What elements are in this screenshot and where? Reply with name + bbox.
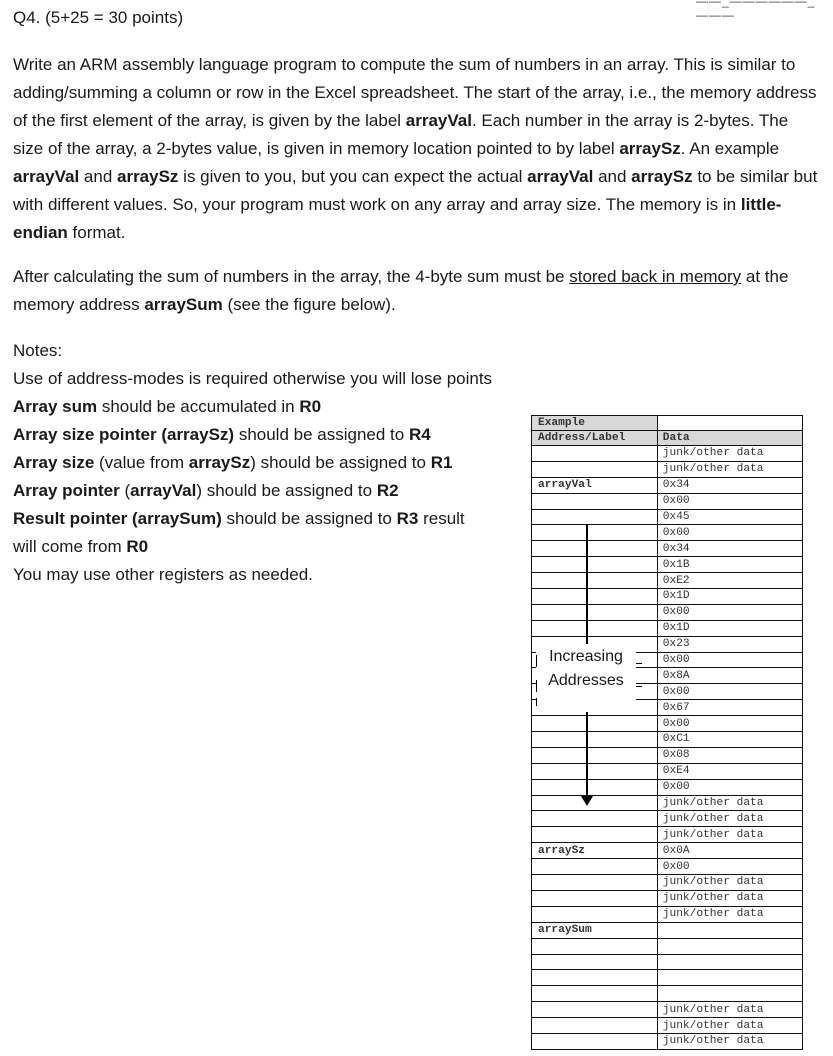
memory-row [532,525,803,541]
header-example: Example [532,416,658,431]
header-data: Data [657,431,802,446]
intro-paragraph [13,51,818,247]
memory-address-cell [532,938,658,954]
memory-row [532,779,803,795]
memory-row [532,509,803,525]
memory-data-cell: 0xE4 [657,763,802,779]
memory-row [532,938,803,954]
memory-address-cell [532,604,658,620]
memory-row [532,732,803,748]
memory-row [532,954,803,970]
result-text: (see the figure below). [222,295,396,314]
arrow-line-top [586,524,588,644]
header-mark: ——_——————_——— [696,0,816,22]
increasing-label: Increasing [549,648,623,665]
memory-data-cell [657,922,802,938]
note-array-pointer: Array pointer (arrayVal) should be assigned to R2 [13,481,399,500]
memory-row [532,1018,803,1034]
memory-data-cell: 0x34 [657,477,802,493]
memory-data-cell: 0x00 [657,779,802,795]
memory-data-cell: 0x00 [657,525,802,541]
notes-heading: Notes: [13,341,63,360]
memory-row [532,922,803,938]
memory-address-cell [532,461,658,477]
memory-address-cell [532,795,658,811]
memory-data-cell: junk/other data [657,1018,802,1034]
down-arrow-icon [581,796,593,806]
memory-data-cell: 0x8A [657,668,802,684]
memory-data-cell: 0x00 [657,493,802,509]
memory-address-cell [532,747,658,763]
bracket-left-mid [536,680,537,692]
memory-address-cell: arraySum [532,922,658,938]
memory-data-cell [657,954,802,970]
label-arraysz: arraySz [619,139,681,158]
memory-data-cell: 0x45 [657,509,802,525]
memory-data-cell [657,970,802,986]
label-arrayval: arrayVal [527,167,594,186]
memory-address-cell [532,970,658,986]
memory-address-cell [532,493,658,509]
note-result-pointer: Result pointer (arraySum) should be assigned to R3 result [13,509,465,528]
memory-address-cell [532,732,658,748]
memory-address-cell [532,1033,658,1049]
memory-data-cell: 0xC1 [657,732,802,748]
memory-row [532,716,803,732]
memory-address-cell [532,446,658,462]
memory-row [532,541,803,557]
memory-row [532,811,803,827]
memory-row [532,970,803,986]
memory-address-cell [532,589,658,605]
memory-address-cell [532,1018,658,1034]
intro-text: . An example [680,139,780,158]
memory-address-cell [532,827,658,843]
memory-data-cell [657,986,802,1002]
memory-row [532,1033,803,1049]
increasing-addresses-label [536,645,636,701]
memory-data-cell: 0x1B [657,557,802,573]
memory-row [532,890,803,906]
memory-address-cell [532,954,658,970]
memory-row [532,604,803,620]
label-arrayval: arrayVal [13,167,80,186]
memory-address-cell [532,811,658,827]
header-address-label: Address/Label [532,431,658,446]
memory-data-cell: junk/other data [657,1033,802,1049]
memory-address-cell [532,1002,658,1018]
note-array-size-pointer: Array size pointer (arraySz) should be assigned to R4 [13,425,431,444]
memory-address-cell [532,525,658,541]
label-arraysum: arraySum [144,295,223,314]
addresses-label: Addresses [548,672,624,689]
bracket-left-bottom [536,698,537,706]
memory-address-cell [532,620,658,636]
memory-data-cell: junk/other data [657,906,802,922]
memory-data-cell: 0xE2 [657,573,802,589]
memory-data-cell: junk/other data [657,811,802,827]
memory-data-cell: junk/other data [657,827,802,843]
memory-address-cell [532,541,658,557]
label-little-endian: little-endian [13,195,782,242]
memory-data-cell: junk/other data [657,875,802,891]
memory-data-cell: 0x67 [657,700,802,716]
memory-address-cell [532,763,658,779]
memory-address-cell [532,573,658,589]
memory-row [532,763,803,779]
memory-row [532,795,803,811]
memory-row [532,859,803,875]
memory-address-cell [532,906,658,922]
memory-data-cell: 0x34 [657,541,802,557]
memory-row [532,477,803,493]
memory-row [532,461,803,477]
memory-data-cell: junk/other data [657,446,802,462]
memory-address-cell [532,890,658,906]
memory-data-cell: 0x00 [657,716,802,732]
memory-row [532,493,803,509]
memory-data-cell: 0x1D [657,620,802,636]
memory-address-cell [532,986,658,1002]
memory-row [532,700,803,716]
memory-address-cell: arraySz [532,843,658,859]
memory-data-cell: 0x00 [657,684,802,700]
memory-table-header [532,431,803,446]
result-text: at the memory address [13,267,789,314]
memory-table [531,415,803,1050]
memory-table-header [532,416,803,431]
memory-address-cell: arrayVal [532,477,658,493]
notes-section [13,337,533,589]
memory-row [532,875,803,891]
memory-data-cell: 0x1D [657,589,802,605]
label-arrayval: arrayVal [405,111,472,130]
label-arraysz: arraySz [117,167,179,186]
memory-data-cell: 0x23 [657,636,802,652]
memory-data-cell [657,938,802,954]
memory-row [532,557,803,573]
memory-row [532,747,803,763]
memory-address-cell [532,779,658,795]
intro-text: is given to you, but you can expect the actual [178,167,528,186]
question-title: Q4. (5+25 = 30 points) [13,8,184,27]
memory-data-cell: 0x00 [657,652,802,668]
memory-address-cell [532,859,658,875]
memory-address-cell [532,875,658,891]
note-other-registers: You may use other registers as needed. [13,565,313,584]
stored-back-in-memory: stored back in memory [569,267,742,286]
arrow-line-bottom [586,712,588,798]
memory-data-cell: junk/other data [657,890,802,906]
memory-row [532,843,803,859]
memory-row [532,573,803,589]
memory-row [532,1002,803,1018]
memory-row [532,589,803,605]
note-address-modes: Use of address-modes is required otherwise you will lose points [13,369,493,388]
result-text: After calculating the sum of numbers in the array, the 4-byte sum must be [13,267,570,286]
intro-text: and [79,167,117,186]
memory-address-cell [532,557,658,573]
memory-address-cell [532,716,658,732]
memory-address-cell [532,509,658,525]
memory-row [532,827,803,843]
memory-data-cell: junk/other data [657,1002,802,1018]
result-paragraph [13,263,818,319]
note-array-size: Array size (value from arraySz) should be assigned to R1 [13,453,453,472]
memory-data-cell: 0x0A [657,843,802,859]
intro-text: to be similar but with different values. So, your program must work on any array and array size. The memory is in [13,167,818,214]
bracket-left-top [536,655,537,667]
intro-text: . Each number in the array is 2-bytes. The size of the array, a 2-bytes value, is given in memory location pointed to by label [13,111,789,158]
memory-data-cell: junk/other data [657,795,802,811]
label-arraysz: arraySz [631,167,693,186]
memory-data-cell: junk/other data [657,461,802,477]
memory-row [532,446,803,462]
intro-text: format. [67,223,126,242]
bracket-right-bottom [636,686,642,687]
intro-text: Write an ARM assembly language program to compute the sum of numbers in an array. This is similar to adding/summing a column or row in the Excel spreadsheet. The start of the array, i.e., the memory address of the first element of the array, is given by the label [13,55,817,130]
intro-text: and [593,167,632,186]
memory-data-cell: 0x00 [657,859,802,875]
memory-data-cell: 0x08 [657,747,802,763]
note-array-sum: Array sum should be accumulated in R0 [13,397,322,416]
memory-row [532,986,803,1002]
memory-row [532,620,803,636]
bracket-right-top [636,663,642,664]
note-result-register: will come from R0 [13,537,149,556]
memory-row [532,906,803,922]
memory-address-cell [532,700,658,716]
memory-data-cell: 0x00 [657,604,802,620]
